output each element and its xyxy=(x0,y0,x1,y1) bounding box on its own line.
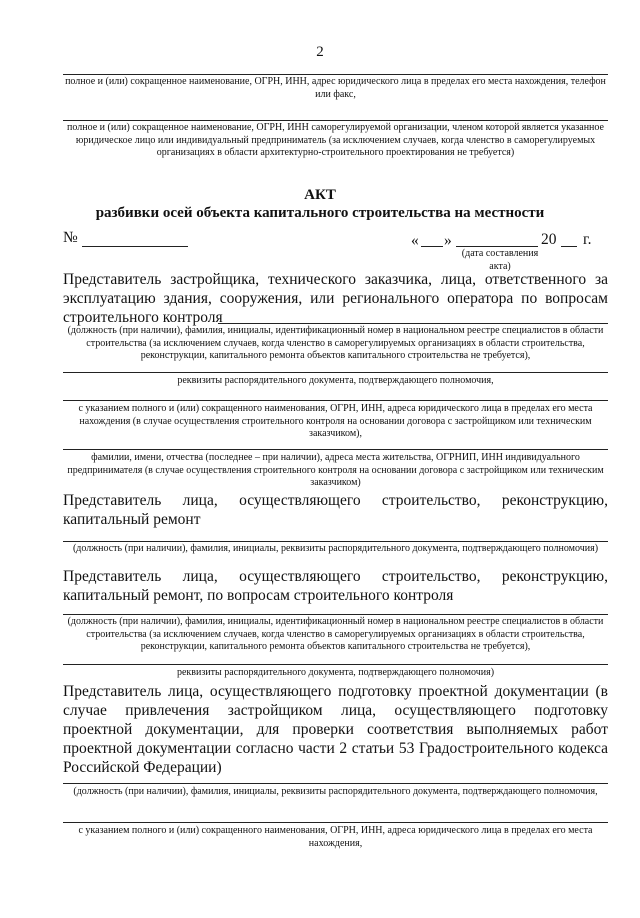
note-position-nrs: (должность (при наличии), фамилия, инициалы, идентификационный номер в национальном реестре специалистов в области строительства (за исключением случаев, когда членство в саморегулируемых организациях в области строительства, реконструкции, капитального ремонта объектов капитального строительства не требуется), xyxy=(67,325,604,361)
date-year-field[interactable] xyxy=(561,246,577,247)
page-number: 2 xyxy=(316,44,324,60)
date-year-prefix: 20 xyxy=(541,231,557,248)
blank-line[interactable] xyxy=(63,614,608,615)
designer-representative-label: Представитель лица, осуществляющего подготовку проектной документации (в случае привлечения застройщиком лица, осуществляющего подготовку проектной документации, для проверки соответствия выполняемых работ проектной документации согласно части 2 статьи 53 Градостроительного кодекса Российской Федерации) xyxy=(63,683,608,776)
date-caption: (дата составления акта) xyxy=(461,248,539,272)
act-number-field[interactable] xyxy=(82,246,188,247)
blank-line[interactable] xyxy=(63,541,608,542)
note-authority: реквизиты распорядительного документа, подтверждающего полномочия, xyxy=(177,375,494,386)
blank-line[interactable] xyxy=(218,323,608,324)
blank-line[interactable] xyxy=(63,664,608,665)
note-authority-2: реквизиты распорядительного документа, подтверждающего полномочия) xyxy=(176,667,495,678)
act-number-label: № xyxy=(63,229,78,246)
date-year-suffix: г. xyxy=(583,231,592,248)
date-day-field[interactable] xyxy=(421,246,443,247)
note-designer-org: с указанием полного и (или) сокращенного наименования, ОГРН, ИНН, адреса юридического лица в пределах его места нахождения, xyxy=(78,825,593,849)
builder-representative-label: Представитель лица, осуществляющего строительство, реконструкцию, капитальный ремонт xyxy=(63,492,608,528)
blank-line[interactable] xyxy=(63,372,608,373)
date-quote-open: « xyxy=(411,232,419,249)
blank-line[interactable] xyxy=(63,400,608,401)
note-org-address: с указанием полного и (или) сокращенного наименования, ОГРН, ИНН, адреса юридического лица в пределах его места нахождения (в случае осуществления строительного контроля на основании договора с застройщиком или техническим заказчиком), xyxy=(78,403,593,439)
note-builder: (должность (при наличии), фамилия, инициалы, реквизиты распорядительного документа, подтверждающего полномочия) xyxy=(72,543,599,554)
date-quote-close: » xyxy=(444,232,452,249)
blank-line xyxy=(63,74,608,75)
blank-line[interactable] xyxy=(63,783,608,784)
blank-line[interactable] xyxy=(63,822,608,823)
note-designer: (должность (при наличии), фамилия, инициалы, реквизиты распорядительного документа, подтверждающего полномочия, xyxy=(73,786,598,797)
blank-line xyxy=(63,120,608,121)
note-applicant-org: полное и (или) сокращенное наименование, ОГРН, ИНН, адрес юридического лица в пределах его места нахождения, телефон или факс, xyxy=(65,76,606,100)
note-individual-entrepreneur: фамилии, имени, отчества (последнее – при наличии), адреса места жительства, ОГРНИП, ИНН индивидуального предпринимателя (в случае осуществления строительного контроля на основании договора с застройщиком или техническим заказчиком) xyxy=(67,452,604,488)
document-subtitle: разбивки осей объекта капитального строительства на местности xyxy=(95,205,545,221)
note-builder-control: (должность (при наличии), фамилия, инициалы, идентификационный номер в национальном реестре специалистов в области строительства (за исключением случаев, когда членство в саморегулируемых организациях в области строительства, реконструкции, капитального ремонта объектов капитального строительства не требуется), xyxy=(67,616,604,652)
developer-representative-label: Представитель застройщика, технического заказчика, лица, ответственного за эксплуатацию здания, сооружения, или регионального оператора по вопросам строительного контроля xyxy=(63,271,608,326)
date-month-field[interactable] xyxy=(456,246,538,247)
builder-control-representative-label: Представитель лица, осуществляющего строительство, реконструкцию, капитальный ремонт, по вопросам строительного контроля xyxy=(63,568,608,604)
note-sro: полное и (или) сокращенное наименование, ОГРН, ИНН саморегулируемой организации, членом которой является указанное юридическое лицо или индивидуальный предприниматель (за исключением случаев, когда членство в саморегулируемых организациях в области архитектурно-строительного проектирования не требуется) xyxy=(67,122,604,158)
document-title: АКТ xyxy=(304,187,336,203)
blank-line[interactable] xyxy=(63,449,608,450)
